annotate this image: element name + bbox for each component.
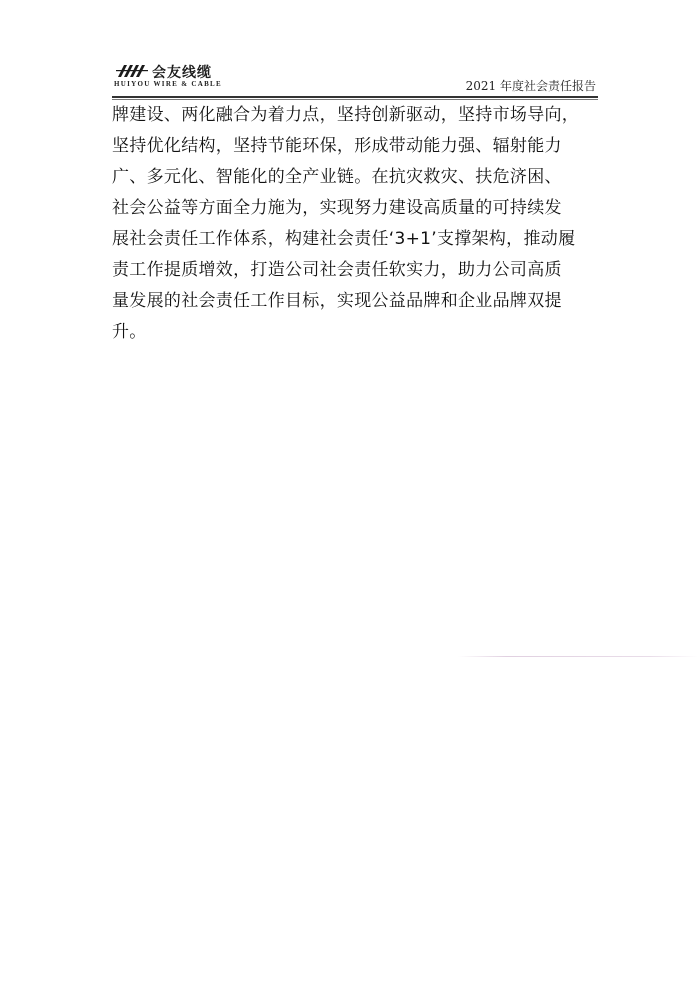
- body-line: 牌建设、两化融合为着力点，坚持创新驱动，坚持市场导向，: [112, 105, 580, 125]
- body-line: 升。: [112, 322, 147, 342]
- company-logo: [112, 62, 242, 92]
- body-line: 量发展的社会责任工作目标，实现公益品牌和企业品牌双提: [112, 291, 562, 311]
- logo-chinese-name: 会友线缆: [152, 65, 212, 81]
- body-line: 坚持优化结构，坚持节能环保，形成带动能力强、辐射能力: [112, 136, 562, 156]
- logo-english-name: HUIYOU WIRE & CABLE: [114, 80, 222, 88]
- report-title: 2021 年度社会责任报告: [465, 79, 596, 93]
- company-logo-icon: [116, 64, 150, 78]
- body-line: 责工作提质增效，打造公司社会责任软实力，助力公司高质: [112, 260, 562, 280]
- page-header: [112, 62, 596, 96]
- body-line: 广、多元化、智能化的全产业链。在抗灾救灾、扶危济困、: [112, 167, 562, 187]
- body-line: 展社会责任工作体系，构建社会责任‘3+1’支撑架构，推动履: [112, 229, 576, 249]
- body-paragraph: [112, 100, 602, 348]
- header-rule: [112, 96, 598, 98]
- body-line: 社会公益等方面全力施为，实现努力建设高质量的可持续发: [112, 198, 562, 218]
- scan-artifact-line: [458, 656, 698, 657]
